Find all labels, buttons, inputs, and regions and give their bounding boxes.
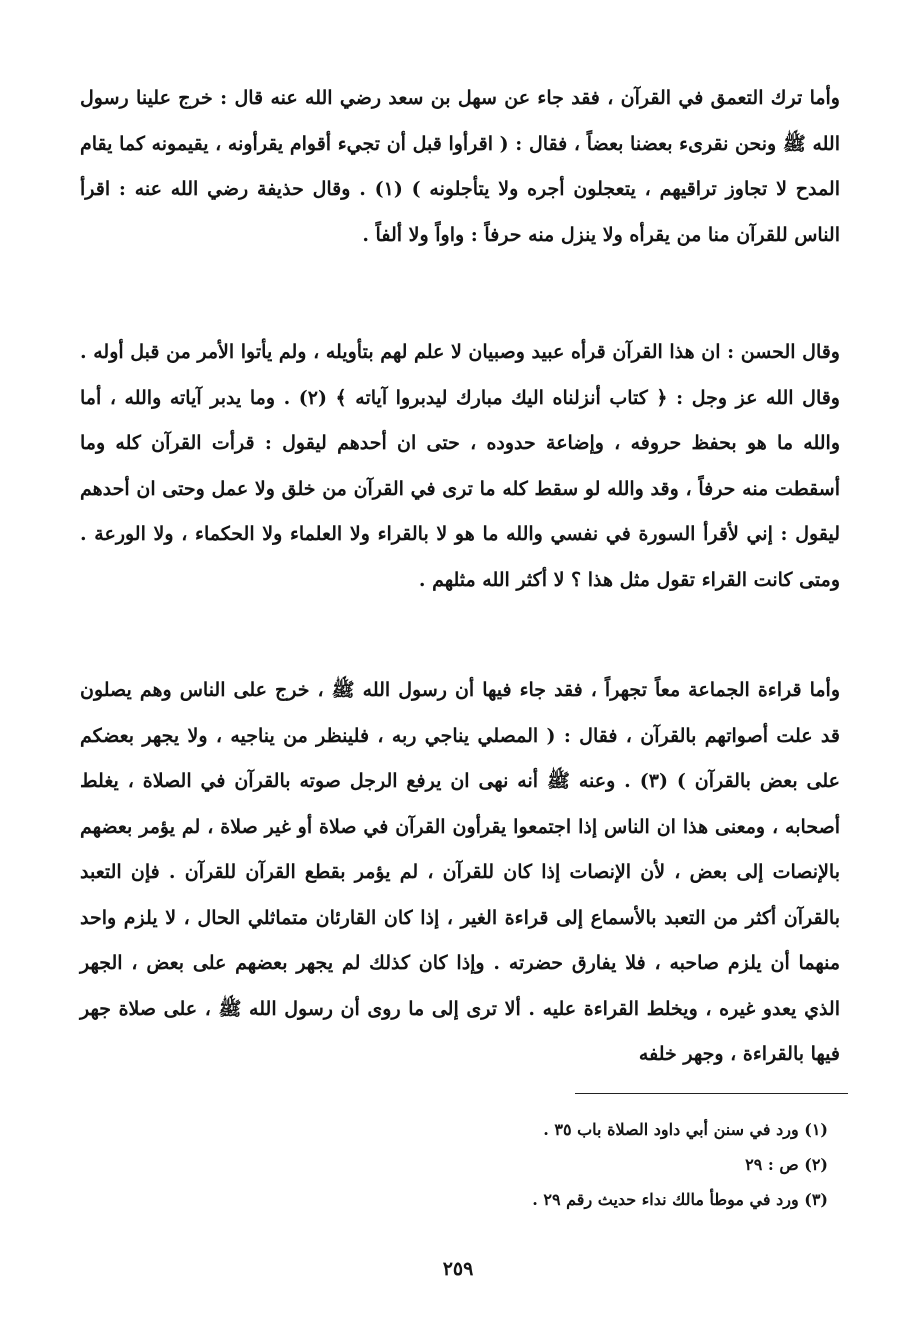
footnote-divider bbox=[575, 1093, 848, 1094]
footnote-2: (٢) ص : ٢٩ bbox=[745, 1155, 828, 1174]
footnote-1: (١) ورد في سنن أبي داود الصلاة باب ٣٥ . bbox=[543, 1120, 828, 1139]
footnotes bbox=[300, 1112, 828, 1217]
page-number: ٢٥٩ bbox=[442, 1258, 474, 1280]
footnote-3: (٣) ورد في موطأ مالك نداء حديث رقم ٢٩ . bbox=[532, 1190, 828, 1209]
paragraph-text: وقال الحسن : ان هذا القرآن قرأه عبيد وصبيان لا علم لهم بتأويله ، ولم يأتوا الأمر من قبل أوله . وقال الله عز وجل : ﴿ كتاب أنزلناه اليك مبارك ليدبروا آياته ﴾ (٢) . وما يدبر آياته والله ، أما والله ما هو بحفظ حروفه ، وإضاعة حدوده ، حتى ان أحدهم ليقول : قرأت القرآن كله وما أسقطت منه حرفاً ، وقد والله لو سقط كله ما ترى في القرآن من خلق ولا عمل وحتى ان أحدهم ليقول : إني لأقرأ السورة في نفسي والله ما هو لا بالقراء ولا العلماء ولا الحكماء ، ولا الورعة . ومتى كانت القراء تقول مثل هذا ؟ لا أكثر الله مثلهم . bbox=[80, 341, 840, 591]
paragraph-1 bbox=[80, 76, 840, 258]
paragraph-text: وأما قراءة الجماعة معاً تجهراً ، فقد جاء فيها أن رسول الله ﷺ ، خرج على الناس وهم يصلون قد علت أصواتهم بالقرآن ، فقال : ( المصلي يناجي ربه ، فلينظر من يناجيه ، ولا يجهر بعضكم على بعض بالقرآن ) (٣) . وعنه ﷺ أنه نهى ان يرفع الرجل صوته بالقرآن في الصلاة ، يغلط أصحابه ، ومعنى هذا ان الناس إذا اجتمعوا يقرأون القرآن في صلاة أو غير صلاة ، لم يؤمر بعضهم بالإنصات إلى بعض ، لأن الإنصات إذا كان للقرآن ، لم يؤمر بقطع القرآن للقرآن . فإن التعبد بالقرآن أكثر من التعبد بالأسماع إلى قراءة الغير ، إذا كان القارئان متماثلي الحال ، لا يلزم واحد منهما أن يلزم صاحبه ، فلا يفارق حضرته . وإذا كان كذلك لم يجهر بعضهم على بعض ، الجهر الذي يعدو غيره ، ويخلط القراءة عليه . ألا ترى إلى ما روى أن رسول الله ﷺ ، على صلاة جهر فيها بالقراءة ، وجهر خلفه bbox=[80, 679, 840, 1065]
paragraph-text: وأما ترك التعمق في القرآن ، فقد جاء عن سهل بن سعد رضي الله عنه قال : خرج علينا رسول الله ﷺ ونحن نقرىء بعضنا بعضاً ، فقال : ( اقرأوا قبل أن تجيء أقوام يقرأونه ، يقيمونه كما يقام المدح لا تجاوز تراقيهم ، يتعجلون أجره ولا يتأجلونه ) (١) . وقال حذيفة رضي الله عنه : اقرأ الناس للقرآن منا من يقرأه ولا ينزل منه حرفاً : واواً ولا ألفاً . bbox=[80, 87, 841, 246]
paragraph-2 bbox=[80, 330, 840, 603]
paragraph-3 bbox=[80, 668, 840, 1078]
